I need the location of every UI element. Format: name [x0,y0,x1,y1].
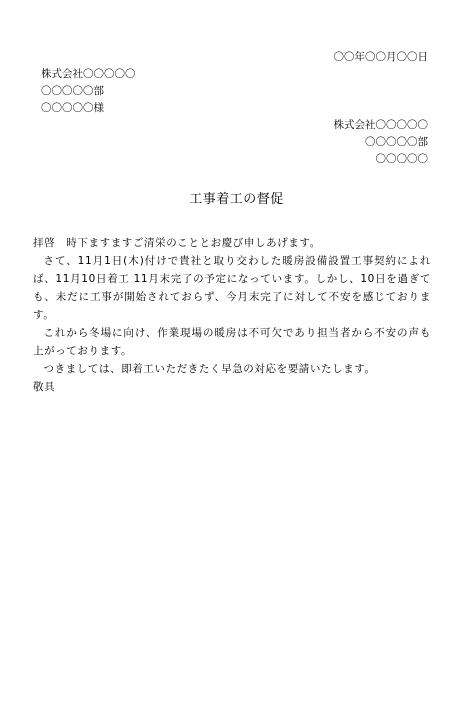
body-paragraph-3: つきましては、即着工いただきたく早急の対応を要請いたします。 [43,363,376,375]
recipient-name: 〇〇〇〇〇様 [41,102,104,114]
sender-name: 〇〇〇〇〇 [375,153,428,165]
recipient-department: 〇〇〇〇〇部 [41,85,104,97]
body-paragraph-2: これから冬場に向け、作業現場の暖房は不可欠であり担当者から不安の声も上がっております。 [33,327,431,357]
body-paragraph-1: さて、11月1日(木)付けで貴社と取り交わした暖房設備設置工事契約によれば、11月10日着工 11月末完了の予定になっています。しかし、10日を過ぎても、未だに工事が開始されておらず、今月末完了に対して不安を感じております。 [33,255,431,321]
sender-company: 株式会社〇〇〇〇〇 [333,119,428,131]
sender-department: 〇〇〇〇〇部 [365,136,428,148]
letter-body [33,234,431,396]
recipient-company: 株式会社〇〇〇〇〇 [41,68,136,80]
letter-date: 〇〇年〇〇月〇〇日 [333,51,428,63]
greeting-line: 拝啓 時下ますますご清栄のこととお慶び申しあげます。 [33,237,321,249]
closing-phrase: 敬具 [33,381,56,393]
letter-title: 工事着工の督促 [189,192,284,207]
